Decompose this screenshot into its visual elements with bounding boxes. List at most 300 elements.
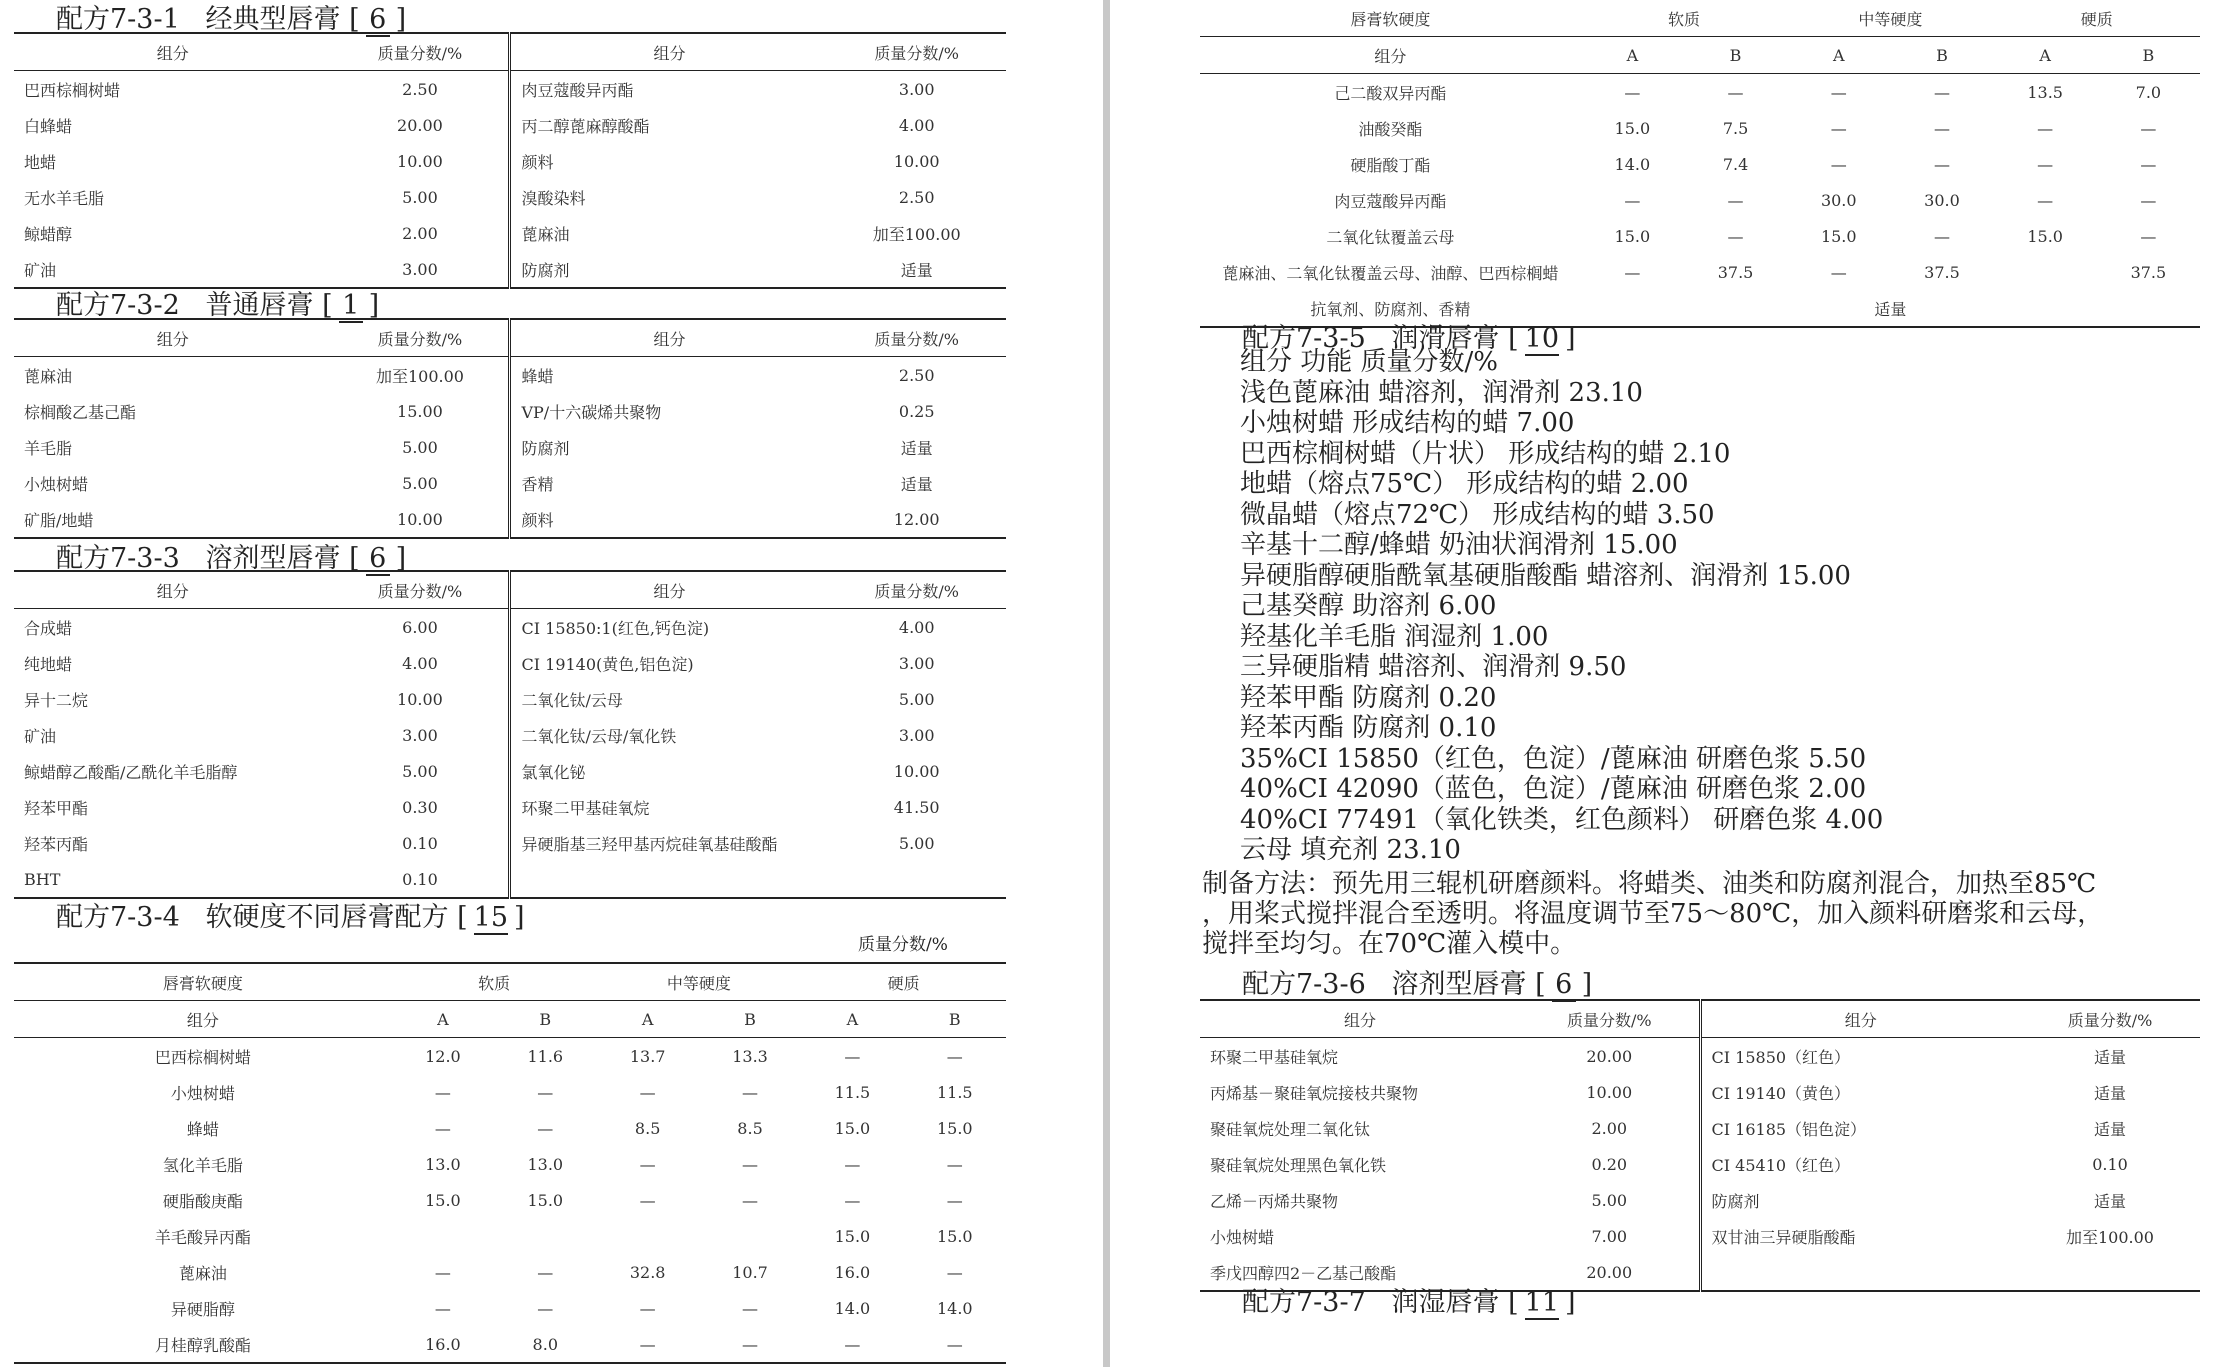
column-header: 组分 [14,319,331,357]
formula-7-3-7-title: 配方7-3-7 润湿唇膏 [ 11 ] [1242,1287,1576,1318]
formula-7-3-4-table [14,962,1006,1364]
table-row [1200,110,2200,146]
table-cell: 肉豆蔻酸异丙酯 [510,71,827,108]
table-cell: — [1933,226,1950,246]
table-cell: 13.7 [629,1046,666,1066]
table-row [14,393,1006,429]
table-cell: 小烛树蜡 [24,474,89,494]
column-header: A [1581,37,1684,74]
column-header: 质量分数/% [331,319,510,357]
table-row [1200,1110,2200,1146]
table-cell: 12.00 [893,509,940,529]
table-cell: 环聚二甲基硅氧烷 [510,789,827,825]
table-row [14,609,1006,646]
column-header: B [1890,37,1993,74]
formula-line: 小烛树蜡 形成结构的蜡 7.00 [1240,408,1575,438]
table-cell: — [537,1262,554,1282]
table-row [14,1110,1006,1146]
table-cell: 适量 [2093,1083,2126,1103]
table-cell: 5.00 [1591,1190,1628,1210]
table-cell: — [742,1298,759,1318]
table-cell: — [1727,226,1744,246]
column-header: B [904,1001,1006,1038]
table-cell: 防腐剂 [510,251,827,288]
table-cell: 巴西棕榈树蜡 [154,1047,251,1067]
table-cell: — [946,1154,963,1174]
table-cell: 4.00 [898,115,935,135]
table-row [14,789,1006,825]
table-cell: 聚硅氧烷处理二氧化钛 [1210,1119,1371,1139]
table-cell: — [1933,118,1950,138]
column-header: B [494,1001,596,1038]
table-cell: 11.5 [834,1082,871,1102]
column-group-header: 中等硬度 [1787,0,1993,37]
table-cell: — [537,1118,554,1138]
column-header: A [596,1001,698,1038]
formula-7-3-1-table [14,32,1006,289]
table-cell: 20.00 [1586,1262,1633,1282]
table-cell: 13.5 [2027,82,2063,102]
table-cell: 小烛树蜡 [1210,1227,1275,1247]
table-row [14,1146,1006,1182]
formula-line: 40%CI 77491（氧化铁类，红色颜料） 研磨色浆 4.00 [1240,804,1884,835]
table-cell: 己二酸双异丙酯 [1334,83,1447,103]
table-cell: 适量 [1874,299,1907,319]
formula-line: 三异硬脂精 蜡溶剂、润滑剂 9.50 [1240,652,1627,682]
table-row [1200,74,2200,111]
table-cell: 5.00 [402,761,438,781]
table-cell: 纯地蜡 [24,654,73,674]
table-cell: 0.20 [1591,1154,1628,1174]
formula-7-3-1-title: 配方7-3-1 经典型唇膏 [ 6 ] [56,4,407,35]
table-cell [1994,254,2097,290]
table-cell: — [1727,190,1744,210]
table-row [14,717,1006,753]
table-header-row [1200,0,2200,37]
table-cell: — [639,1082,656,1102]
table-cell: 15.0 [527,1190,564,1210]
formula-7-3-3-table [14,570,1006,899]
table-cell: 氯氧化铋 [510,753,827,789]
table-header-row [14,33,1006,71]
table-cell: 30.0 [1924,190,1960,210]
table-cell: 10.00 [893,761,940,781]
table-cell: 适量 [2093,1119,2126,1139]
column-header: 组分 [1700,1000,2020,1038]
table-cell: 抗氧剂、防腐剂、香精 [1310,299,1471,319]
formula-line: 羟苯丙酯 防腐剂 0.10 [1240,713,1497,743]
table-cell: 蓖麻油 [510,215,827,251]
column-header: 质量分数/% [827,571,1006,609]
formula-line: 组分 功能 质量分数/% [1240,347,1498,377]
table-cell: 硬脂酸丁酯 [1350,155,1431,175]
table-row [14,143,1006,179]
table-cell [1700,1254,2020,1291]
column-header: 组分 [1200,37,1581,74]
table-cell: 14.0 [834,1298,871,1318]
formula-7-3-6-table [1200,999,2200,1292]
formula-7-3-5-title: 配方7-3-5 润滑唇膏 [ 10 ] [1242,323,1576,354]
table-cell: 适量 [900,438,933,458]
table-row [14,861,1006,898]
table-cell: 异硬脂醇 [170,1299,235,1319]
table-cell: — [1727,82,1744,102]
formula-7-3-5-lines [1240,347,1883,866]
column-header: 组分 [14,33,331,71]
table-cell: — [2037,154,2054,174]
column-header: 组分 [510,33,827,71]
table-row [14,215,1006,251]
column-header: A [1787,37,1890,74]
table-cell: — [946,1190,963,1210]
table-cell: 季戊四醇四2－乙基己酸酯 [1210,1263,1397,1283]
table-cell: 13.0 [527,1154,564,1174]
table-cell: 蜂蜡 [186,1119,219,1139]
table-cell: CI 19140(黄色,铝色淀) [510,645,827,681]
table-cell: — [639,1154,656,1174]
table-cell: — [2037,190,2054,210]
formula-line: 辛基十二醇/蜂蜡 奶油状润滑剂 15.00 [1240,530,1678,560]
table-cell: 无水羊毛脂 [24,188,105,208]
formula-line: 巴西棕榈树蜡（片状） 形成结构的蜡 2.10 [1240,438,1731,469]
table-cell: 月桂醇乳酸酯 [154,1335,251,1355]
column-group-header: 软质 [392,963,597,1001]
table-cell: 5.00 [898,689,935,709]
table-cell: 15.0 [1614,118,1651,138]
table-cell: 异十二烷 [24,690,89,710]
column-group-header: 软质 [1581,0,1787,37]
table-cell: 硬脂酸庚酯 [162,1191,243,1211]
table-cell: 5.00 [402,473,438,493]
table-cell [392,1218,494,1254]
table-cell: 0.10 [402,869,438,889]
formula-line: 浅色蓖麻油 蜡溶剂，润滑剂 23.10 [1240,377,1643,408]
table-subheader-row [1200,37,2200,74]
table-cell: 15.0 [834,1226,871,1246]
table-cell: 氢化羊毛脂 [162,1155,243,1175]
formula-line: 35%CI 15850（红色，色淀）/蓖麻油 研磨色浆 5.50 [1240,743,1867,774]
table-row [14,429,1006,465]
table-cell: 二氧化钛/云母/氧化铁 [510,717,827,753]
table-cell: 3.00 [402,725,438,745]
table-row [14,1326,1006,1363]
table-cell: 适量 [900,260,933,280]
table-cell: 3.00 [898,725,935,745]
table-cell: 10.7 [732,1262,768,1282]
table-cell: 12.0 [425,1046,461,1066]
table-subheader-row [14,1001,1006,1038]
table-cell: — [1830,118,1847,138]
table-cell: 环聚二甲基硅氧烷 [1210,1047,1339,1067]
column-header: A [1994,37,2097,74]
preparation-line: 制备方法：预先用三辊机研磨颜料。将蜡类、油类和防腐剂混合，加热至85℃ [1202,869,2097,899]
formula-7-3-4-unit: 质量分数/% [858,935,948,955]
table-cell: 2.00 [1591,1118,1628,1138]
table-cell: 加至100.00 [375,366,464,386]
column-header: B [1684,37,1787,74]
formula-7-3-2-title: 配方7-3-2 普通唇膏 [ 1 ] [56,290,380,321]
table-row [14,681,1006,717]
table-cell: 聚硅氧烷处理黑色氧化铁 [1210,1155,1387,1175]
table-cell: — [537,1082,554,1102]
table-cell: 41.50 [893,797,940,817]
formula-7-3-2-table [14,318,1006,539]
table-cell: 适量 [2093,1191,2126,1211]
table-cell: 20.00 [1586,1046,1633,1066]
table-cell: 5.00 [898,833,935,853]
formula-line: 羟基化羊毛脂 润湿剂 1.00 [1240,621,1549,652]
table-cell: 蓖麻油 [178,1263,227,1283]
table-cell: VP/十六碳烯共聚物 [510,393,827,429]
formula-7-3-4-title: 配方7-3-4 软硬度不同唇膏配方 [ 15 ] [56,902,525,933]
table-cell: 10.00 [397,151,443,171]
table-cell: 溴酸染料 [510,179,827,215]
table-cell: — [2140,226,2157,246]
table-cell: 加至100.00 [872,224,961,244]
table-cell: 鲸蜡醇 [24,224,73,244]
table-cell: 15.0 [2027,226,2063,246]
table-cell: 防腐剂 [510,429,827,465]
preparation-line: ，用桨式搅拌混合至透明。将温度调节至75～80℃，加入颜料研磨浆和云母， [1202,899,2104,929]
table-cell: 15.0 [425,1190,461,1210]
table-cell: — [1624,262,1641,282]
table-cell: — [946,1334,963,1354]
column-header: A [392,1001,494,1038]
table-cell: — [1933,82,1950,102]
column-group-header: 唇膏软硬度 [1200,0,1581,37]
column-header: 质量分数/% [331,571,510,609]
column-header: 组分 [510,319,827,357]
table-cell: 乙烯－丙烯共聚物 [1210,1191,1339,1211]
formula-7-3-5-preparation [1202,869,2103,959]
table-row [14,1254,1006,1290]
formula-7-3-6-title: 配方7-3-6 溶剂型唇膏 [ 6 ] [1242,969,1593,1000]
table-cell: 0.25 [898,401,935,421]
table-cell: 丙烯基－聚硅氧烷接枝共聚物 [1210,1083,1419,1103]
table-cell: 香精 [510,465,827,501]
table-cell: 巴西棕榈树蜡 [24,80,121,100]
formula-7-3-4-continued-table [1200,0,2200,328]
table-cell: 10.00 [397,689,443,709]
table-cell: 8.5 [737,1118,763,1138]
table-cell: — [844,1190,861,1210]
table-cell: 15.0 [1820,226,1857,246]
table-row [1200,254,2200,290]
table-cell: — [1830,154,1847,174]
table-header-row [14,571,1006,609]
table-cell: 7.0 [2135,82,2162,102]
table-cell: — [639,1298,656,1318]
formula-line: 微晶蜡（熔点72℃） 形成结构的蜡 3.50 [1240,499,1715,530]
left-page [0,0,1105,1367]
table-cell: 二氧化钛覆盖云母 [1326,227,1455,247]
table-cell: 适量 [900,474,933,494]
table-row [14,465,1006,501]
table-cell: CI 16185（铝色淀） [1700,1110,2020,1146]
table-row [14,357,1006,394]
table-cell: 7.5 [1722,118,1749,138]
table-cell: 二氧化钛/云母 [510,681,827,717]
table-cell: 37.5 [1717,262,1754,282]
table-cell [2020,1254,2200,1291]
table-row [1200,1074,2200,1110]
table-cell: 颜料 [510,143,827,179]
column-group-header: 唇膏软硬度 [14,963,392,1001]
table-cell: 15.00 [397,401,443,421]
table-cell: 蓖麻油、二氧化钛覆盖云母、油醇、巴西棕榈蜡 [1222,263,1559,283]
table-cell: 0.10 [402,833,438,853]
formula-7-3-3-title: 配方7-3-3 溶剂型唇膏 [ 6 ] [56,543,407,574]
table-cell: 7.00 [1591,1226,1628,1246]
table-cell: 5.00 [402,187,438,207]
table-cell: CI 19140（黄色） [1700,1074,2020,1110]
table-cell: — [537,1298,554,1318]
table-cell: 适量 [2093,1047,2126,1067]
table-row [14,1038,1006,1075]
table-cell: 32.8 [629,1262,666,1282]
table-row [1200,146,2200,182]
table-row [14,1182,1006,1218]
table-cell: 2.00 [402,223,438,243]
table-cell: 30.0 [1820,190,1857,210]
table-cell: — [1830,82,1847,102]
table-cell: 0.10 [2092,1154,2128,1174]
table-cell: — [742,1334,759,1354]
table-cell: 2.50 [898,187,935,207]
table-header-row [1200,1000,2200,1038]
table-cell: 白蜂蜡 [24,116,73,136]
column-group-header: 硬质 [1994,0,2200,37]
column-header: 组分 [1200,1000,1520,1038]
table-cell: — [946,1046,963,1066]
table-header-row [14,963,1006,1001]
table-row [14,753,1006,789]
table-cell [596,1218,698,1254]
table-cell: 15.0 [936,1118,973,1138]
table-cell: 矿油 [24,260,57,280]
table-cell: — [844,1154,861,1174]
table-cell: 4.00 [402,653,438,673]
table-cell: — [2140,190,2157,210]
table-cell [699,1218,801,1254]
table-cell: 棕榈酸乙基己酯 [24,402,137,422]
table-cell [827,861,1006,898]
table-header-row [14,319,1006,357]
column-header: 质量分数/% [2020,1000,2200,1038]
table-cell: 3.00 [898,653,935,673]
column-header: 质量分数/% [827,33,1006,71]
table-cell: 11.6 [527,1046,564,1066]
table-cell: BHT [24,869,61,889]
table-row [14,645,1006,681]
table-cell: — [844,1046,861,1066]
table-cell: — [1830,262,1847,282]
table-cell: 小烛树蜡 [170,1083,235,1103]
table-row [14,1074,1006,1110]
preparation-line: 搅拌至均匀。在70℃灌入模中。 [1202,929,1577,959]
table-cell: 矿脂/地蜡 [24,510,94,530]
formula-line: 异硬脂醇硬脂酰氧基硬脂酸酯 蜡溶剂、润滑剂 15.00 [1240,560,1851,591]
table-cell: 16.0 [425,1334,461,1354]
table-cell: — [2037,118,2054,138]
table-cell: 蜂蜡 [510,357,827,394]
column-group-header: 硬质 [801,963,1006,1001]
table-cell: 加至100.00 [2066,1227,2154,1247]
formula-line: 己基癸醇 助溶剂 6.00 [1240,591,1497,621]
table-cell: 羊毛酸异丙酯 [154,1227,251,1247]
table-cell: — [742,1082,759,1102]
right-page [1110,0,2223,1367]
column-header: 组分 [510,571,827,609]
column-header: 质量分数/% [1520,1000,1700,1038]
table-cell: 10.00 [893,151,940,171]
table-cell: CI 15850:1(红色,钙色淀) [510,609,827,646]
table-cell: 双甘油三异硬脂酸酯 [1700,1218,2020,1254]
table-cell: 3.00 [402,259,438,279]
column-header: B [2097,37,2200,74]
table-cell: 3.00 [898,79,935,99]
table-cell: — [1624,82,1641,102]
table-cell: 13.3 [732,1046,768,1066]
table-cell: — [844,1334,861,1354]
table-cell: 羟苯丙酯 [24,834,89,854]
table-row [14,501,1006,538]
table-cell: 14.0 [1614,154,1651,174]
table-row [1200,1182,2200,1218]
table-cell: — [434,1082,451,1102]
table-cell: CI 15850（红色） [1700,1038,2020,1075]
table-cell: 异硬脂基三羟甲基丙烷硅氧基硅酸酯 [510,825,827,861]
table-row [14,1290,1006,1326]
table-cell: 10.00 [397,509,443,529]
column-header: 组分 [14,571,331,609]
column-header: 质量分数/% [827,319,1006,357]
table-cell: 0.30 [402,797,438,817]
column-header: B [699,1001,801,1038]
table-cell: 肉豆蔻酸异丙酯 [1334,191,1447,211]
table-cell: 15.0 [936,1226,973,1246]
table-cell: — [639,1190,656,1210]
table-row [1200,218,2200,254]
formula-line: 地蜡（熔点75℃） 形成结构的蜡 2.00 [1240,469,1689,499]
table-cell: 20.00 [397,115,443,135]
table-row [1200,1218,2200,1254]
table-cell: 油酸癸酯 [1358,119,1423,139]
table-cell [510,861,827,898]
table-cell: — [742,1190,759,1210]
table-cell: CI 45410（红色） [1700,1146,2020,1182]
table-cell: — [946,1262,963,1282]
table-cell: — [2140,118,2157,138]
table-cell: 鲸蜡醇乙酸酯/乙酰化羊毛脂醇 [24,762,238,782]
table-cell: 6.00 [402,617,438,637]
table-cell: — [639,1334,656,1354]
table-cell: 8.5 [634,1118,661,1138]
table-row [14,1218,1006,1254]
table-cell: 合成蜡 [24,618,73,638]
column-group-header: 中等硬度 [596,963,801,1001]
table-row [1200,1146,2200,1182]
table-cell: 颜料 [510,501,827,538]
table-cell: 13.0 [425,1154,461,1174]
table-cell: — [434,1262,451,1282]
table-cell: 2.50 [402,79,438,99]
table-cell: 地蜡 [24,152,57,172]
table-cell: 羊毛脂 [24,438,73,458]
table-row [14,825,1006,861]
table-cell: 37.5 [2130,262,2167,282]
table-row [14,71,1006,108]
